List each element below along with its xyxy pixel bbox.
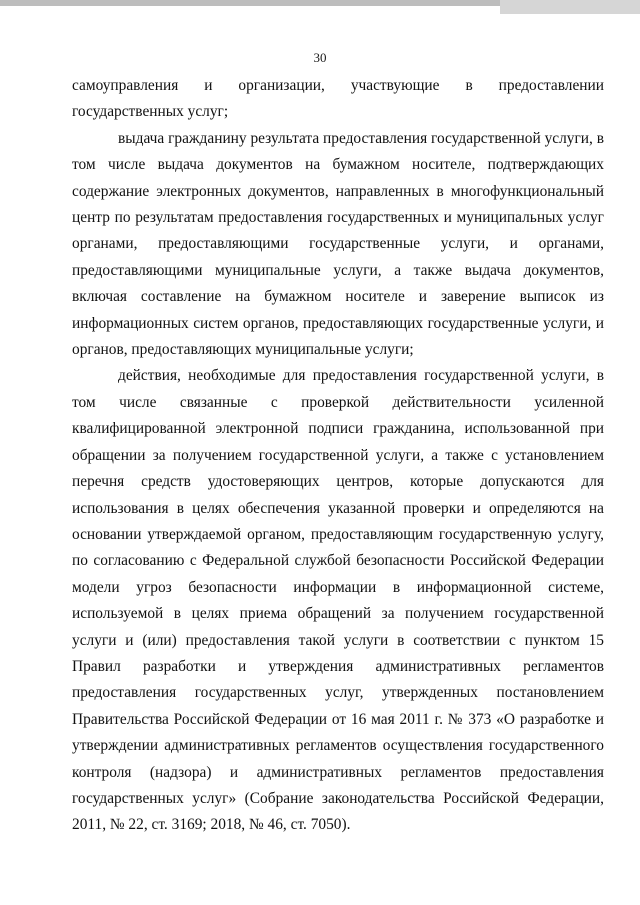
paragraph-continuation: самоуправления и организации, участвующие в предоставлении государственных услуг;: [72, 77, 604, 121]
paragraph-result-issuance: выдача гражданину результата предоставления государственной услуги, в том числе выдача документов на бумажном носителе, подтверждающих содержание электронных документов, направленных в многофункциональный центр по результатам предоставления государственных и муниципальных услуг органами, предоставляющими государственные услуги, и органами, предоставляющими муниципальные услуги, а также выдача документов, включая составление на бумажном носителе и заверение выписок из информационных систем органов, предоставляющих государственные услуги, и органов, предоставляющих муниципальные услуги;: [72, 129, 604, 359]
scan-edge-top-right: [500, 0, 640, 14]
document-body: [72, 73, 604, 839]
paragraph-signature-verification: действия, необходимые для предоставления государственной услуги, в том числе связанные с проверкой действительности усиленной квалифицированной электронной подписи гражданина, использованной при обращении за получением государственной услуги, а также с установлением перечня средств удостоверяющих центров, которые допускаются для использования в целях обеспечения указанной проверки и определяются на основании утверждаемой органом, предоставляющим государственную услугу, по согласованию с Федеральной службой безопасности Российской Федерации модели угроз безопасности информации в информационной системе, используемой в целях приема обращений за получением государственной услуги и (или) предоставления такой услуги в соответствии с пунктом 15 Правил разработки и утверждения административных регламентов предоставления государственных услуг, утвержденных постановлением Правительства Российской Федерации от 16 мая 2011 г. № 373 «О разработке и утверждении административных регламентов осуществления государственного контроля (надзора) и административных регламентов предоставления государственных услуг» (Собрание законодательства Российской Федерации, 2011, № 22, ст. 3169; 2018, № 46, ст. 7050).: [72, 367, 604, 834]
page-number: 30: [313, 50, 327, 65]
